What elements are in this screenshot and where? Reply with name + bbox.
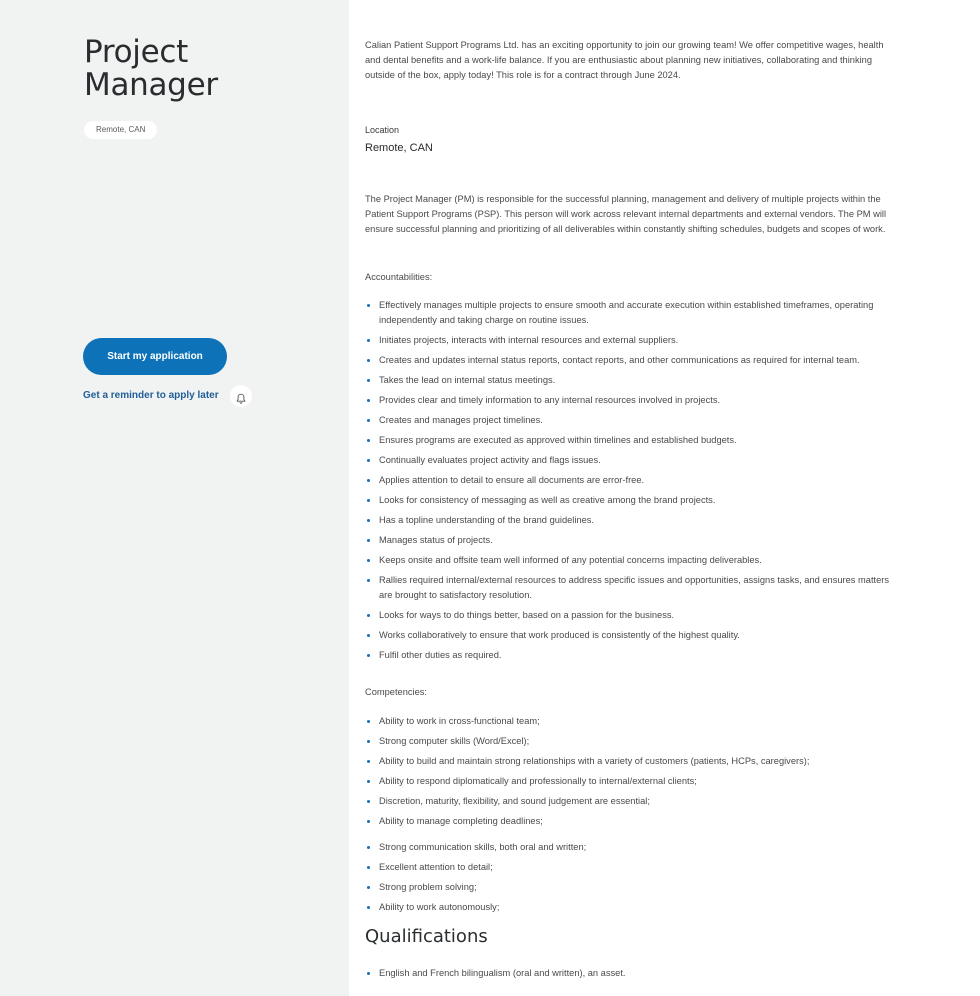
list-item: Fulfil other duties as required.: [365, 648, 895, 663]
competencies-list: [365, 714, 895, 834]
location-label: Location: [365, 125, 400, 135]
list-item: Ability to manage completing deadlines;: [365, 814, 895, 829]
list-item: Strong communication skills, both oral and written;: [365, 840, 895, 855]
list-item: Takes the lead on internal status meetings.: [365, 373, 895, 388]
reminder-link[interactable]: Get a reminder to apply later: [83, 390, 219, 401]
list-item: Keeps onsite and offsite team well informed of any potential concerns impacting deliverables.: [365, 553, 895, 568]
qualifications-list: [365, 966, 895, 986]
location-badge: Remote, CAN: [84, 121, 157, 139]
competencies-label: Competencies:: [365, 687, 428, 697]
list-item: Ability to respond diplomatically and professionally to internal/external clients;: [365, 774, 895, 789]
list-item: Continually evaluates project activity and flags issues.: [365, 453, 895, 468]
job-title: Project Manager: [84, 34, 218, 103]
accountabilities-list: [365, 298, 895, 668]
list-item: Creates and updates internal status reports, contact reports, and other communications as required for internal team.: [365, 353, 895, 368]
list-item: English and French bilingualism (oral and written), an asset.: [365, 966, 895, 981]
list-item: Works collaboratively to ensure that work produced is consistently of the highest quality.: [365, 628, 895, 643]
qualifications-heading: Qualifications: [365, 926, 488, 947]
list-item: Ensures programs are executed as approved within timelines and established budgets.: [365, 433, 895, 448]
list-item: Manages status of projects.: [365, 533, 895, 548]
list-item: Creates and manages project timelines.: [365, 413, 895, 428]
reminder-bell-button[interactable]: [230, 385, 252, 407]
list-item: Ability to work autonomously;: [365, 900, 895, 915]
competencies-list-continued: [365, 840, 895, 920]
job-sidebar: [0, 0, 349, 996]
location-value: Remote, CAN: [365, 142, 433, 154]
list-item: Ability to work in cross-functional team;: [365, 714, 895, 729]
list-item: Ability to build and maintain strong relationships with a variety of customers (patients, HCPs, caregivers);: [365, 754, 895, 769]
role-summary: The Project Manager (PM) is responsible for the successful planning, management and delivery of multiple projects within the Patient Support Programs (PSP). This person will work across relevant internal departments and external vendors. The PM will ensure successful planning and prioritizing of all deliverables within constantly shifting schedules, budgets and scopes of work.: [365, 194, 887, 234]
list-item: Looks for consistency of messaging as well as creative among the brand projects.: [365, 493, 895, 508]
list-item: Initiates projects, interacts with internal resources and external suppliers.: [365, 333, 895, 348]
list-item: Effectively manages multiple projects to ensure smooth and accurate execution within established timeframes, operating independently and taking charge on routine issues.: [365, 298, 895, 328]
intro-paragraph: Calian Patient Support Programs Ltd. has an exciting opportunity to join our growing team! We offer competitive wages, health and dental benefits and a work-life balance. If you are enthusiastic about planning new initiatives, collaborating and thinking outside of the box, apply today! This role is for a contract through June 2024.: [365, 40, 884, 80]
list-item: Excellent attention to detail;: [365, 860, 895, 875]
list-item: Looks for ways to do things better, based on a passion for the business.: [365, 608, 895, 623]
accountabilities-label: Accountabilities:: [365, 272, 433, 282]
bell-icon: [235, 393, 247, 405]
list-item: Applies attention to detail to ensure all documents are error-free.: [365, 473, 895, 488]
list-item: Rallies required internal/external resources to address specific issues and opportunities, assigns tasks, and ensures matters are brought to satisfactory resolution.: [365, 573, 895, 603]
list-item: Strong problem solving;: [365, 880, 895, 895]
list-item: Has a topline understanding of the brand guidelines.: [365, 513, 895, 528]
list-item: Discretion, maturity, flexibility, and sound judgement are essential;: [365, 794, 895, 809]
list-item: Strong computer skills (Word/Excel);: [365, 734, 895, 749]
list-item: Provides clear and timely information to any internal resources involved in projects.: [365, 393, 895, 408]
start-application-button[interactable]: Start my application: [83, 338, 227, 375]
